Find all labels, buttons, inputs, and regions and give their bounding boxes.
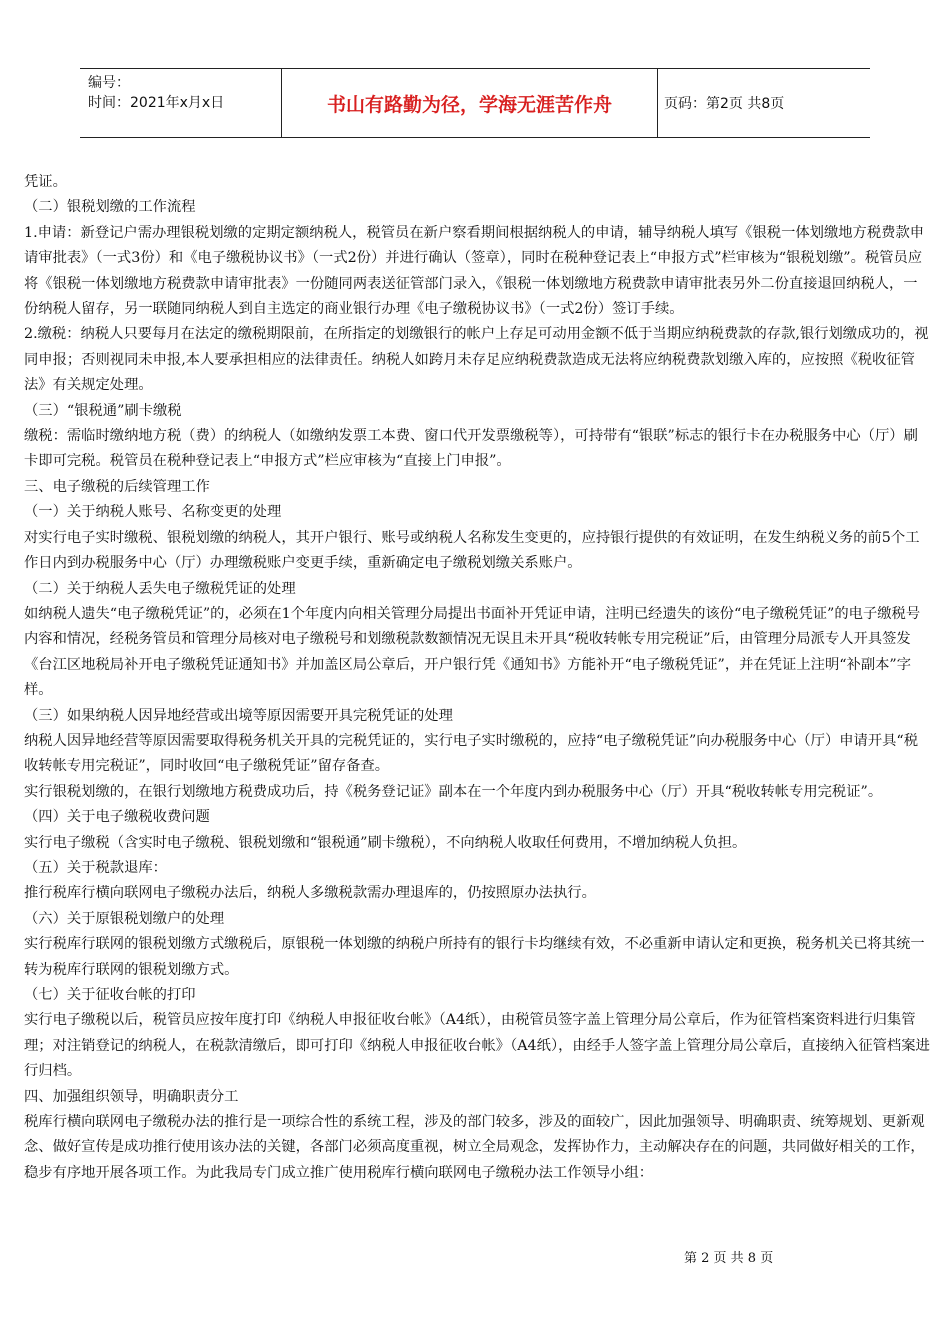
paragraph: 2.缴税：纳税人只要每月在法定的缴税期限前，在所指定的划缴银行的帐户上存足可动用金额不低于当期应纳税费款的存款,银行划缴成功的，视同申报；否则视同未申报,本人要承担相应的法律责任。纳税人如跨月未存足应纳税费款造成无法将应纳税费款划缴入库的，应按照《税收征管法》有关规定处理。 xyxy=(24,326,929,394)
section-heading: （二）关于纳税人丢失电子缴税凭证的处理 xyxy=(24,580,296,597)
paragraph: 纳税人因异地经营等原因需要取得税务机关开具的完税凭证的，实行电子实时缴税的，应持“电子缴税凭证”向办税服务中心（厅）申请开具“税收转帐专用完税证”，同时收回“电子缴税凭证”留存备查。 xyxy=(24,732,919,775)
section-heading: （二）银税划缴的工作流程 xyxy=(24,199,196,216)
paragraph: 推行税库行横向联网电子缴税办法后，纳税人多缴税款需办理退库的，仍按照原办法执行。 xyxy=(24,885,596,902)
page-header xyxy=(80,68,870,138)
section-heading: （七）关于征收台帐的打印 xyxy=(24,987,196,1003)
paragraph: 实行电子缴税（含实时电子缴税、银税划缴和“银税通”刷卡缴税），不向纳税人收取任何费用，不增加纳税人负担。 xyxy=(24,834,747,851)
paragraph: 对实行电子实时缴税、银税划缴的纳税人，其开户银行、账号或纳税人名称发生变更的，应持银行提供的有效证明，在发生纳税义务的前5个工作日内到办税服务中心（厅）办理缴税账户变更手续，重新确定电子缴税划缴关系账户。 xyxy=(24,529,920,572)
paragraph: 实行电子缴税以后，税管员应按年度打印《纳税人申报征收台帐》（A4纸），由税管员签字盖上管理分局公章后，作为征管档案资料进行归集管理；对注销登记的纳税人，在税款清缴后，即可打印《纳税人申报征收台帐》（A4纸），由经手人签字盖上管理分局公章后，直接纳入征管档案进行归档。 xyxy=(24,1012,930,1080)
paragraph: 实行税库行联网的银税划缴方式缴税后，原银税一体划缴的纳税户所持有的银行卡均继续有效，不必重新申请认定和更换，税务机关已将其统一转为税库行联网的银税划缴方式。 xyxy=(24,936,925,978)
section-heading: （六）关于原银税划缴户的处理 xyxy=(24,910,225,927)
section-heading: （四）关于电子缴税收费问题 xyxy=(24,809,210,826)
section-heading: （三）“银税通”刷卡缴税 xyxy=(24,402,182,419)
page-footer: 第 2 页 共 8 页 xyxy=(684,1251,774,1266)
document-number-label: 编号： xyxy=(88,75,130,91)
section-heading: 三、电子缴税的后续管理工作 xyxy=(24,478,210,495)
paragraph: 1.申请：新登记户需办理银税划缴的定期定额纳税人，税管员在新户察看期间根据纳税人的申请，辅导纳税人填写《银税一体划缴地方税费款申请审批表》（一式3份）和《电子缴税协议书》（一式2份）并进行确认（签章），同时在税种登记表上“申报方式”栏审核为“银税划缴”。税管员应将《银税一体划缴地方税费款申请审批表》一份随同两表送征管部门录入，《银税一体划缴地方税费款申请审批表另外二份直接退回纳税人，一份纳税人留存，另一联随同纳税人到自主选定的商业银行办理《电子缴税协议书》（一式2份）签订手续。 xyxy=(24,224,925,318)
header-motto: 书山有路勤为径，学海无涯苦作舟 xyxy=(282,69,658,137)
header-page-number: 页码：第2页 共8页 xyxy=(664,96,785,112)
header-meta xyxy=(80,69,282,137)
document-body xyxy=(24,170,930,1186)
paragraph: 缴税：需临时缴纳地方税（费）的纳税人（如缴纳发票工本费、窗口代开发票缴税等），可持带有“银联”标志的银行卡在办税服务中心（厅）刷卡即可完税。税管员在税种登记表上“申报方式”栏应审核为“直接上门申报”。 xyxy=(24,428,918,470)
paragraph: 凭证。 xyxy=(24,174,67,190)
section-heading: （五）关于税款退库： xyxy=(24,859,167,876)
paragraph: 如纳税人遗失“电子缴税凭证”的，必须在1个年度内向相关管理分局提出书面补开凭证申请，注明已经遗失的该份“电子缴税凭证”的电子缴税号内容和情况，经税务管员和管理分局核对电子缴税号和划缴税款数额情况无误且未开具“税收转帐专用完税证”后，由管理分局派专人开具签发《台江区地税局补开电子缴税凭证通知书》并加盖区局公章后，开户银行凭《通知书》方能补开“电子缴税凭证”，并在凭证上注明“补副本”字样。 xyxy=(24,605,921,699)
section-heading: （一）关于纳税人账号、名称变更的处理 xyxy=(24,504,282,521)
section-heading: 四、加强组织领导，明确职责分工 xyxy=(24,1088,239,1105)
document-time-label: 时间：2021年x月x日 xyxy=(88,95,225,111)
section-heading: （三）如果纳税人因异地经营或出境等原因需要开具完税凭证的处理 xyxy=(24,707,453,724)
paragraph: 税库行横向联网电子缴税办法的推行是一项综合性的系统工程，涉及的部门较多，涉及的面较广，因此加强领导、明确职责、统筹规划、更新观念、做好宣传是成功推行使用该办法的关键，各部门必须高度重视，树立全局观念，发挥协作力，主动解决存在的问题，共同做好相关的工作，稳步有序地开展各项工作。为此我局专门成立推广使用税库行横向联网电子缴税办法工作领导小组： xyxy=(24,1114,925,1181)
paragraph: 实行银税划缴的，在银行划缴地方税费成功后，持《税务登记证》副本在一个年度内到办税服务中心（厅）开具“税收转帐专用完税证”。 xyxy=(24,783,883,800)
